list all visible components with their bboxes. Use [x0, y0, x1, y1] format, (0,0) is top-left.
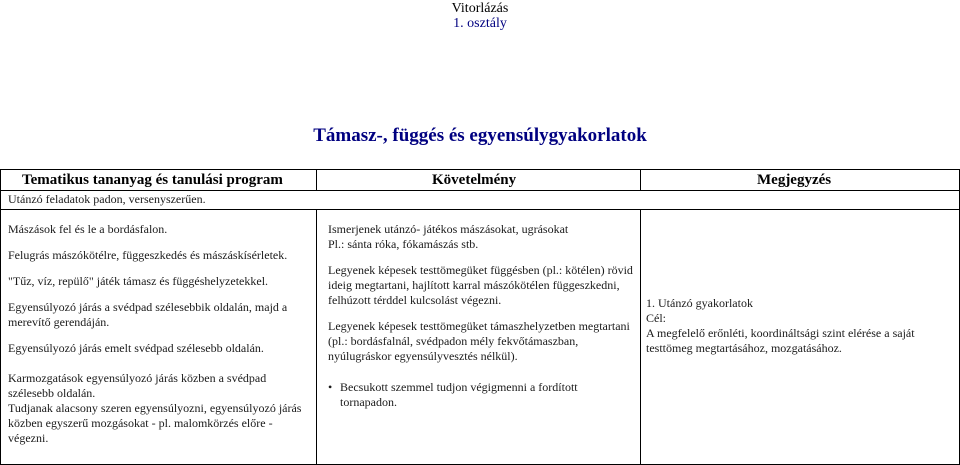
requirement-bullet-item [328, 380, 633, 410]
column-header-remarks: Megjegyzés [757, 172, 832, 188]
requirement-item: Pl.: sánta róka, fókamászás stb. [328, 237, 479, 251]
column-divider-1 [316, 169, 317, 190]
program-item: Egyensúlyozó járás a svédpad szélesebbik oldalán, majd a merevítő gerendáján. [8, 300, 288, 329]
remarks-goal-text: A megfelelő erőnléti, koordináltsági szint elérése a saját testtömeg megtartásához, mozgatásához. [646, 326, 915, 355]
program-item: Felugrás mászókötélre, függeszkedés és mászáskísérletek. [8, 248, 288, 262]
requirement-bullet-text: Becsukott szemmel tudjon végigmenni a fordított tornapadon. [340, 380, 578, 409]
requirement-item: Ismerjenek utánzó- játékos mászásokat, ugrásokat [328, 222, 569, 236]
requirement-item: Legyenek képesek testtömegüket támaszhelyzetben megtartani (pl.: bordásfalnál, svédpadon mély fekvőtámaszban, nyúlugráskor egyensúlyvesztés nélkül). [328, 319, 630, 363]
remarks-goal-label: Cél: [646, 311, 666, 325]
header-bottom-border [0, 190, 960, 191]
requirements-cell [328, 222, 633, 410]
document-title: Támasz-, függés és egyensúlygyakorlatok [313, 125, 647, 146]
document-subject: Vitorlázás [451, 1, 509, 16]
program-item: Tudjanak alacsony szeren egyensúlyozni, egyensúlyozó járás közben egyszerű mozgásokat - pl. malomkörzés előre - végezni. [8, 401, 302, 445]
bullet-icon: • [328, 380, 333, 394]
column-divider-2 [640, 209, 641, 465]
program-item: Egyensúlyozó járás emelt svédpad szélesebb oldalán. [8, 341, 264, 355]
document-grade: 1. osztály [453, 16, 507, 31]
column-header-program: Tematikus tananyag és tanulási program [22, 172, 283, 188]
remarks-cell [646, 296, 951, 356]
program-item: "Tűz, víz, repülő" játék támasz és függéshelyzetekkel. [8, 274, 269, 288]
program-item: Karmozgatások egyensúlyozó járás közben a svédpad szélesebb oldalán. [8, 371, 267, 400]
column-header-requirement: Követelmény [432, 172, 517, 188]
intro-bottom-border [0, 209, 960, 210]
column-divider-2 [640, 169, 641, 190]
table-left-border [0, 169, 1, 465]
column-divider-1 [316, 209, 317, 465]
program-cell [8, 222, 313, 446]
intro-row-text: Utánzó feladatok padon, versenyszerűen. [8, 192, 206, 206]
program-item: Mászások fel és le a bordásfalon. [8, 222, 168, 236]
requirement-item: Legyenek képesek testtömegüket függésben (pl.: kötélen) rövid ideig megtartani, hajlított karral mászókötélen függeszkedni, felhúzott térddel kulcsolást végezni. [328, 263, 633, 307]
remarks-heading: 1. Utánzó gyakorlatok [646, 296, 753, 310]
